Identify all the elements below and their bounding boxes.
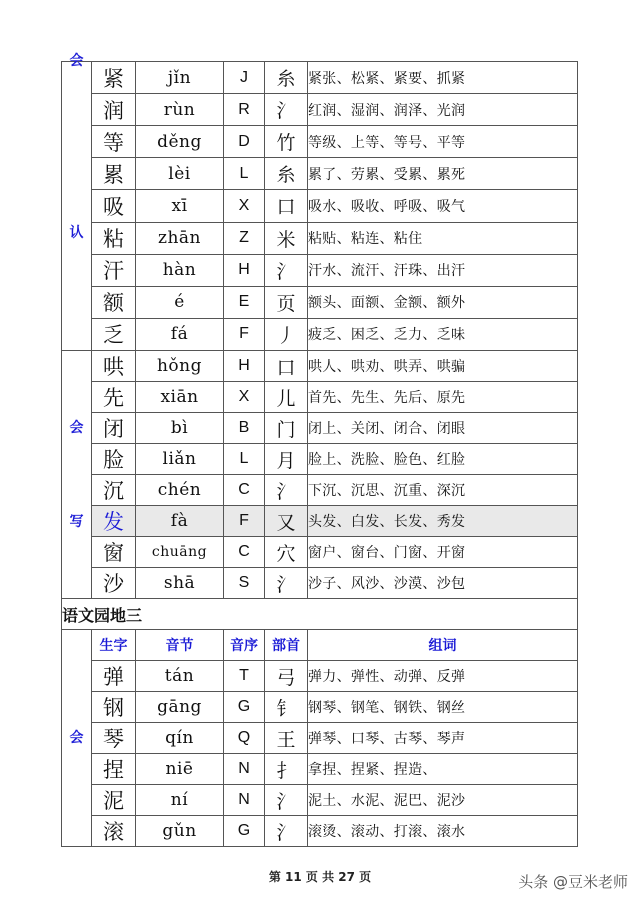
pinyin-cell: hàn <box>136 254 224 286</box>
pinyin-cell: rùn <box>136 94 224 126</box>
pinyin-cell: shā <box>136 568 224 599</box>
index-cell: F <box>224 506 265 537</box>
words-cell: 等级、上等、等号、平等 <box>308 126 578 158</box>
char-cell: 琴 <box>92 723 136 754</box>
radical-cell: 钅 <box>265 692 308 723</box>
words-cell: 额头、面额、金额、额外 <box>308 286 578 318</box>
char-cell: 泥 <box>92 785 136 816</box>
pinyin-cell: zhān <box>136 222 224 254</box>
index-cell: F <box>224 318 265 350</box>
radical-cell: 竹 <box>265 126 308 158</box>
radical-cell: 氵 <box>265 254 308 286</box>
category-cell-write <box>62 351 92 599</box>
index-cell: D <box>224 126 265 158</box>
char-cell: 粘 <box>92 222 136 254</box>
radical-cell: 月 <box>265 444 308 475</box>
pinyin-cell: niē <box>136 754 224 785</box>
words-cell: 累了、劳累、受累、累死 <box>308 158 578 190</box>
pinyin-cell: xī <box>136 190 224 222</box>
pinyin-cell: hǒng <box>136 351 224 382</box>
radical-cell: 页 <box>265 286 308 318</box>
char-cell: 钢 <box>92 692 136 723</box>
char-cell: 捏 <box>92 754 136 785</box>
table-row-highlighted <box>62 506 578 537</box>
table-row <box>62 286 578 318</box>
words-cell: 泥土、水泥、泥巴、泥沙 <box>308 785 578 816</box>
pinyin-cell: chuāng <box>136 537 224 568</box>
char-cell: 紧 <box>92 62 136 94</box>
pinyin-cell: chén <box>136 475 224 506</box>
char-cell: 吸 <box>92 190 136 222</box>
index-cell: X <box>224 382 265 413</box>
radical-cell: 门 <box>265 413 308 444</box>
char-cell: 哄 <box>92 351 136 382</box>
char-cell: 乏 <box>92 318 136 350</box>
pinyin-cell: jǐn <box>136 62 224 94</box>
table-row <box>62 785 578 816</box>
words-cell: 钢琴、钢笔、钢铁、钢丝 <box>308 692 578 723</box>
words-cell: 沙子、风沙、沙漠、沙包 <box>308 568 578 599</box>
table-row <box>62 692 578 723</box>
table-row <box>62 222 578 254</box>
header-words: 组词 <box>308 630 578 661</box>
words-cell: 脸上、洗脸、脸色、红脸 <box>308 444 578 475</box>
table-row <box>62 382 578 413</box>
table-row <box>62 568 578 599</box>
pinyin-cell: gǔn <box>136 816 224 847</box>
index-cell: L <box>224 444 265 475</box>
table-row <box>62 444 578 475</box>
words-cell: 哄人、哄劝、哄弄、哄骗 <box>308 351 578 382</box>
category-label: 会 <box>69 730 84 746</box>
table-row <box>62 661 578 692</box>
radical-cell: 口 <box>265 190 308 222</box>
char-cell: 累 <box>92 158 136 190</box>
index-cell: H <box>224 254 265 286</box>
category-label: 写 <box>69 513 84 530</box>
pinyin-cell: é <box>136 286 224 318</box>
pinyin-cell: bì <box>136 413 224 444</box>
words-cell: 下沉、沉思、沉重、深沉 <box>308 475 578 506</box>
char-cell: 窗 <box>92 537 136 568</box>
index-cell: S <box>224 568 265 599</box>
radical-cell: 氵 <box>265 785 308 816</box>
header-radical: 部首 <box>265 630 308 661</box>
table-row <box>62 190 578 222</box>
words-cell: 弹琴、口琴、古琴、琴声 <box>308 723 578 754</box>
pinyin-cell: fà <box>136 506 224 537</box>
index-cell: Z <box>224 222 265 254</box>
index-cell: G <box>224 816 265 847</box>
table-row <box>62 754 578 785</box>
table-row <box>62 94 578 126</box>
watermark: 头条 @豆米老师 <box>518 873 628 891</box>
table-header-row <box>62 630 578 661</box>
words-cell: 首先、先生、先后、原先 <box>308 382 578 413</box>
radical-cell: 氵 <box>265 94 308 126</box>
words-cell: 滚烫、滚动、打滚、滚水 <box>308 816 578 847</box>
index-cell: R <box>224 94 265 126</box>
words-cell: 汗水、流汗、汗珠、出汗 <box>308 254 578 286</box>
index-cell: X <box>224 190 265 222</box>
table-row <box>62 723 578 754</box>
table-row <box>62 816 578 847</box>
pinyin-cell: xiān <box>136 382 224 413</box>
words-cell: 紧张、松紧、紧要、抓紧 <box>308 62 578 94</box>
pinyin-cell: tán <box>136 661 224 692</box>
words-cell: 闭上、关闭、闭合、闭眼 <box>308 413 578 444</box>
index-cell: N <box>224 754 265 785</box>
radical-cell: 糸 <box>265 158 308 190</box>
pinyin-cell: fá <box>136 318 224 350</box>
index-cell: C <box>224 475 265 506</box>
category-label: 会 <box>69 53 84 69</box>
pinyin-cell: lèi <box>136 158 224 190</box>
char-cell: 汗 <box>92 254 136 286</box>
words-cell: 弹力、弹性、动弹、反弹 <box>308 661 578 692</box>
pinyin-cell: gāng <box>136 692 224 723</box>
category-cell-block3 <box>62 630 92 847</box>
char-cell: 沙 <box>92 568 136 599</box>
table-row <box>62 254 578 286</box>
radical-cell: 穴 <box>265 537 308 568</box>
radical-cell: 王 <box>265 723 308 754</box>
radical-cell: 扌 <box>265 754 308 785</box>
table-row <box>62 158 578 190</box>
char-cell: 发 <box>92 506 136 537</box>
char-cell: 脸 <box>92 444 136 475</box>
char-cell: 弹 <box>92 661 136 692</box>
radical-cell: 氵 <box>265 816 308 847</box>
pinyin-cell: děng <box>136 126 224 158</box>
index-cell: E <box>224 286 265 318</box>
char-cell: 闭 <box>92 413 136 444</box>
table-row <box>62 475 578 506</box>
words-cell: 吸水、吸收、呼吸、吸气 <box>308 190 578 222</box>
words-cell: 红润、湿润、润泽、光润 <box>308 94 578 126</box>
char-cell: 润 <box>92 94 136 126</box>
radical-cell: 弓 <box>265 661 308 692</box>
pinyin-cell: ní <box>136 785 224 816</box>
index-cell: H <box>224 351 265 382</box>
table-row <box>62 413 578 444</box>
index-cell: J <box>224 62 265 94</box>
words-cell: 疲乏、困乏、乏力、乏味 <box>308 318 578 350</box>
radical-cell: 儿 <box>265 382 308 413</box>
header-pinyin: 音节 <box>136 630 224 661</box>
radical-cell: 氵 <box>265 568 308 599</box>
radical-cell: 糸 <box>265 62 308 94</box>
table-row <box>62 351 578 382</box>
radical-cell: 氵 <box>265 475 308 506</box>
table-row <box>62 62 578 94</box>
words-cell: 窗户、窗台、门窗、开窗 <box>308 537 578 568</box>
header-char: 生字 <box>92 630 136 661</box>
char-cell: 沉 <box>92 475 136 506</box>
index-cell: L <box>224 158 265 190</box>
table-row <box>62 126 578 158</box>
words-cell: 头发、白发、长发、秀发 <box>308 506 578 537</box>
category-cell-recognize <box>62 53 92 351</box>
pinyin-cell: liǎn <box>136 444 224 475</box>
words-cell: 粘贴、粘连、粘住 <box>308 222 578 254</box>
char-cell: 滚 <box>92 816 136 847</box>
index-cell: G <box>224 692 265 723</box>
radical-cell: 又 <box>265 506 308 537</box>
category-label: 认 <box>69 225 84 241</box>
index-cell: N <box>224 785 265 816</box>
index-cell: C <box>224 537 265 568</box>
page-footer: 第 11 页 共 27 页 <box>268 870 372 884</box>
char-cell: 先 <box>92 382 136 413</box>
section-title-row <box>62 599 578 630</box>
index-cell: Q <box>224 723 265 754</box>
radical-cell: 口 <box>265 351 308 382</box>
table-row <box>62 318 578 350</box>
char-cell: 额 <box>92 286 136 318</box>
category-label: 会 <box>69 419 84 436</box>
section-title: 语文园地三 <box>62 599 578 630</box>
words-cell: 拿捏、捏紧、捏造、 <box>308 754 578 785</box>
char-cell: 等 <box>92 126 136 158</box>
vocabulary-table <box>61 53 578 847</box>
table-row <box>62 537 578 568</box>
header-index: 音序 <box>224 630 265 661</box>
index-cell: T <box>224 661 265 692</box>
pinyin-cell: qín <box>136 723 224 754</box>
index-cell: B <box>224 413 265 444</box>
radical-cell: 米 <box>265 222 308 254</box>
radical-cell: 丿 <box>265 318 308 350</box>
